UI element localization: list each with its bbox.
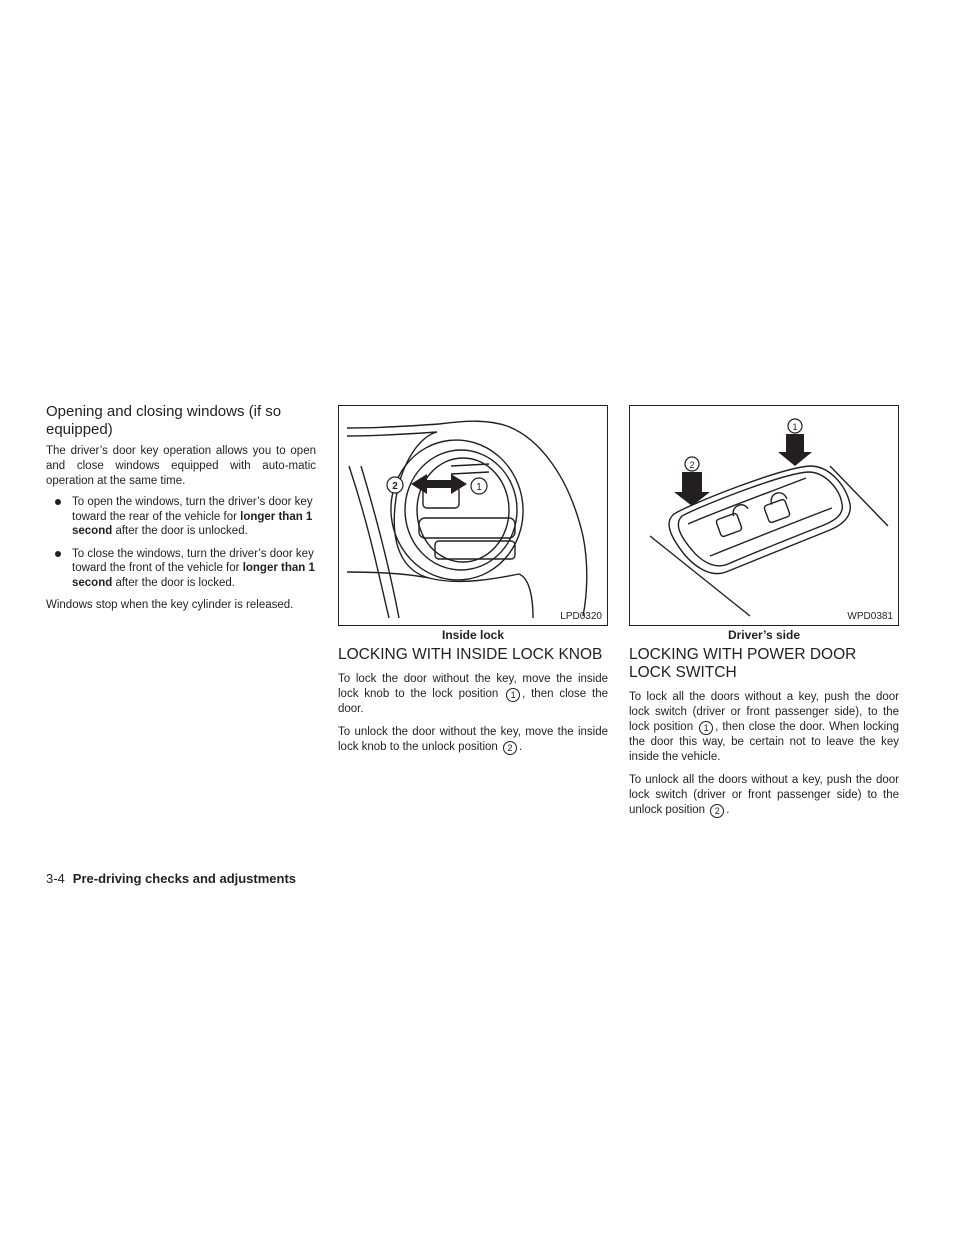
section-heading-windows: Opening and closing windows (if so equipped) <box>46 403 282 438</box>
marker-2-label: 2 <box>392 481 398 492</box>
figure-caption-drivers-side: Driver’s side <box>727 628 801 642</box>
bullet-icon <box>55 551 61 557</box>
inside-lock-paragraph-1: To lock the door without the key, move the inside lock knob to the lock position 1 , then close the door. <box>338 673 608 715</box>
list-item: To open the windows, turn the driver’s door key toward the rear of the vehicle for longer than 1 second after the door is unlocked. <box>46 495 316 539</box>
position-2-icon: 2 <box>503 741 517 755</box>
bullet-list <box>46 495 316 590</box>
bullet-icon <box>55 499 61 505</box>
page-footer <box>46 871 296 886</box>
list-item: To close the windows, turn the driver’s door key toward the front of the vehicle for longer than 1 second after the door is locked. <box>46 547 316 591</box>
figure-code: WPD0381 <box>847 611 893 622</box>
figure-drivers-side <box>629 405 899 626</box>
figure-code: LPD0320 <box>560 611 602 622</box>
marker-2-label: 2 <box>689 460 695 470</box>
section-heading-inside-lock: LOCKING WITH INSIDE LOCK KNOB <box>338 646 603 663</box>
left-column <box>46 403 316 613</box>
right-column <box>629 646 899 818</box>
inside-lock-illustration <box>339 406 607 625</box>
inside-lock-paragraph-2: To unlock the door without the key, move the inside lock knob to the unlock position 2 . <box>338 726 608 753</box>
section-heading-power-lock: LOCKING WITH POWER DOOR LOCK SWITCH <box>629 646 857 681</box>
power-lock-paragraph-2: To unlock all the doors without a key, push the door lock switch (driver or front passenger side) to the unlock position 2 . <box>629 774 899 816</box>
marker-1-label: 1 <box>792 422 798 432</box>
position-1-icon: 1 <box>506 688 520 702</box>
marker-1-label: 1 <box>476 482 482 493</box>
section-title: Pre-driving checks and adjustments <box>72 871 297 886</box>
position-1-icon: 1 <box>699 721 713 735</box>
lock-switch-illustration <box>630 406 898 625</box>
figure-caption-inside-lock: Inside lock <box>441 628 505 642</box>
power-lock-paragraph-1: To lock all the doors without a key, push the door lock switch (driver or front passenger side), to the lock position 1 , then close the door. When locking the door this way, be certain not to leave the key inside the vehicle. <box>629 691 899 763</box>
page-number: 3-4 <box>46 871 65 886</box>
intro-paragraph: The driver’s door key operation allows you to open and close windows equipped with auto-matic operation at the same time. <box>46 445 316 487</box>
figure-inside-lock <box>338 405 608 626</box>
position-2-icon: 2 <box>710 804 724 818</box>
outro-paragraph: Windows stop when the key cylinder is released. <box>46 599 294 611</box>
middle-column <box>338 646 608 755</box>
